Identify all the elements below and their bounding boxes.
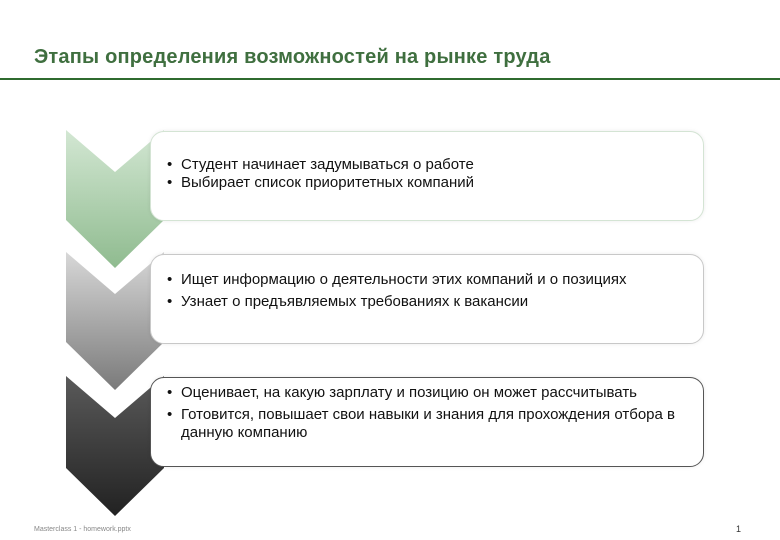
stage-1-panel bbox=[150, 131, 704, 221]
footer-filename: Masterclass 1 - homework.pptx bbox=[34, 526, 131, 533]
slide-title: Этапы определения возможностей на рынке труда bbox=[34, 46, 551, 68]
stage-2-panel bbox=[150, 254, 704, 344]
stage-2-bullet-2: • Узнает о предъявляемых требованиях к вакансии bbox=[167, 293, 691, 311]
title-underline bbox=[0, 78, 780, 80]
stage-2-bullets bbox=[167, 271, 691, 311]
stage-3-bullet-2: • Готовится, повышает свои навыки и знания для прохождения отбора в данную компанию bbox=[167, 406, 691, 442]
stage-3-panel bbox=[150, 377, 704, 467]
stage-1-bullet-2: • Выбирает список приоритетных компаний bbox=[167, 174, 691, 192]
page-number: 1 bbox=[736, 524, 742, 534]
stage-2-bullet-1: • Ищет информацию о деятельности этих компаний и о позициях bbox=[167, 271, 691, 289]
stage-1-bullets bbox=[167, 156, 691, 192]
stage-1-bullet-1: • Студент начинает задумываться о работе bbox=[167, 156, 691, 174]
stage-3-bullet-1: • Оценивает, на какую зарплату и позицию он может рассчитывать bbox=[167, 384, 691, 402]
stage-3-bullets bbox=[167, 384, 691, 442]
